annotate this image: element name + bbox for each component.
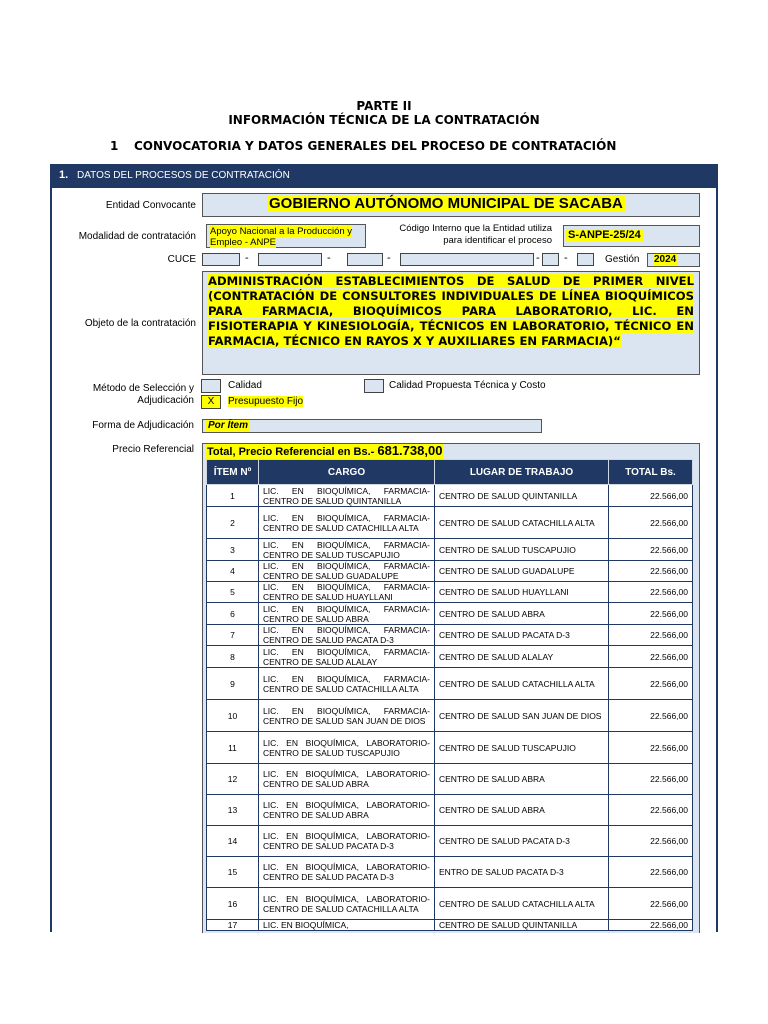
- cell-item: 5: [207, 582, 259, 603]
- cell-item: 16: [207, 888, 259, 920]
- modalidad-label: Modalidad de contratación: [78, 231, 196, 242]
- doc-title: INFORMACIÓN TÉCNICA DE LA CONTRATACIÓN: [228, 113, 540, 127]
- cell-cargo: LIC. EN BIOQUÍMICA, FARMACIA-CENTRO DE SALUD GUADALUPE: [259, 561, 435, 582]
- cell-lugar: CENTRO DE SALUD TUSCAPUJIO: [435, 539, 609, 561]
- cell-cargo: LIC. EN BIOQUÍMICA, FARMACIA-CENTRO DE SALUD PACATA D-3: [259, 625, 435, 646]
- cell-cargo: LIC. EN BIOQUÍMICA, FARMACIA-CENTRO DE SALUD HUAYLLANI: [259, 582, 435, 603]
- table-row: [207, 603, 693, 625]
- cell-lugar: CENTRO DE SALUD PACATA D-3: [435, 826, 609, 857]
- items-table: [206, 459, 693, 931]
- calidad-label: Calidad: [228, 380, 262, 391]
- cell-cargo: LIC. EN BIOQUÍMICA, LABORATORIO-CENTRO DE SALUD ABRA: [259, 795, 435, 826]
- cell-lugar: CENTRO DE SALUD ABRA: [435, 603, 609, 625]
- cell-lugar: CENTRO DE SALUD CATACHILLA ALTA: [435, 507, 609, 539]
- cell-lugar: CENTRO DE SALUD HUAYLLANI: [435, 582, 609, 603]
- presupuesto-checkbox[interactable]: X: [201, 395, 221, 409]
- objeto-field[interactable]: [202, 271, 700, 375]
- section-title: CONVOCATORIA Y DATOS GENERALES DEL PROCESO DE CONTRATACIÓN: [134, 139, 617, 153]
- cuce-dash: -: [564, 252, 568, 264]
- cell-cargo: LIC. EN BIOQUÍMICA, LABORATORIO-CENTRO DE SALUD CATACHILLA ALTA: [259, 888, 435, 920]
- table-row: [207, 888, 693, 920]
- cell-item: 12: [207, 764, 259, 795]
- objeto-value: ADMINISTRACIÓN ESTABLECIMIENTOS DE SALUD DE PRIMER NIVEL (CONTRATACIÓN DE CONSULTORES INDIVIDUALES DE LÍNEA BIOQUÍMICOS PARA FARMACIA, BIOQUÍMICOS PARA LABORATORIO, LIC. EN FISIOTERAPIA Y KINESIOLOGÍA, TÉCNICOS EN LABORATORIO, TÉCNICO EN FARMACIA, TÉCNICO EN RAYOS X Y AUXILIARES EN FARMACIA)“: [208, 274, 694, 348]
- cuce-part-2[interactable]: [258, 253, 322, 266]
- table-row: [207, 732, 693, 764]
- cell-lugar: CENTRO DE SALUD GUADALUPE: [435, 561, 609, 582]
- cell-total: 22.566,00: [609, 857, 693, 888]
- cell-total: 22.566,00: [609, 700, 693, 732]
- cell-item: 2: [207, 507, 259, 539]
- cell-cargo: LIC. EN BIOQUÍMICA, LABORATORIO-CENTRO DE SALUD PACATA D-3: [259, 857, 435, 888]
- cuce-part-3[interactable]: [347, 253, 383, 266]
- cell-lugar: CENTRO DE SALUD QUINTANILLA: [435, 920, 609, 931]
- table-row: [207, 795, 693, 826]
- cell-item: 6: [207, 603, 259, 625]
- calidad-checkbox[interactable]: [201, 379, 221, 393]
- gestion-field[interactable]: [647, 253, 700, 267]
- cell-item: 14: [207, 826, 259, 857]
- table-row: [207, 700, 693, 732]
- cuce-dash: -: [327, 252, 331, 264]
- cell-lugar: CENTRO DE SALUD ABRA: [435, 764, 609, 795]
- cell-item: 15: [207, 857, 259, 888]
- metodo-label: Método de Selección y Adjudicación: [92, 383, 194, 406]
- forma-field[interactable]: [202, 419, 542, 433]
- gestion-label: Gestión: [605, 254, 640, 265]
- table-row: [207, 857, 693, 888]
- table-row: [207, 507, 693, 539]
- section-bar: [50, 164, 718, 188]
- codigo-label: Código Interno que la Entidad utiliza para identificar el proceso: [399, 223, 552, 246]
- forma-value: Por Ítem: [208, 420, 249, 431]
- precio-label: Precio Referencial: [112, 444, 194, 455]
- cell-total: 22.566,00: [609, 561, 693, 582]
- cell-lugar: CENTRO DE SALUD SAN JUAN DE DIOS: [435, 700, 609, 732]
- cell-item: 1: [207, 485, 259, 507]
- part-title: PARTE II: [356, 99, 412, 113]
- calidad-costo-label: Calidad Propuesta Técnica y Costo: [389, 380, 546, 391]
- bar-number: 1.: [59, 169, 69, 181]
- cell-item: 17: [207, 920, 259, 931]
- table-row: [207, 646, 693, 668]
- presupuesto-label: Presupuesto Fijo: [228, 396, 304, 407]
- codigo-field[interactable]: [563, 225, 700, 247]
- header-item: ÍTEM Nº: [207, 460, 259, 485]
- cell-cargo: LIC. EN BIOQUÍMICA, FARMACIA-CENTRO DE SALUD ALALAY: [259, 646, 435, 668]
- cell-cargo: LIC. EN BIOQUÍMICA, LABORATORIO-CENTRO DE SALUD PACATA D-3: [259, 826, 435, 857]
- cell-cargo: LIC. EN BIOQUÍMICA,: [259, 920, 435, 931]
- cell-cargo: LIC. EN BIOQUÍMICA, LABORATORIO-CENTRO DE SALUD ABRA: [259, 764, 435, 795]
- cell-item: 3: [207, 539, 259, 561]
- cell-item: 8: [207, 646, 259, 668]
- gestion-value: 2024: [654, 254, 677, 265]
- header-lugar: LUGAR DE TRABAJO: [435, 460, 609, 485]
- cell-total: 22.566,00: [609, 764, 693, 795]
- cell-total: 22.566,00: [609, 888, 693, 920]
- table-row: [207, 485, 693, 507]
- cell-lugar: CENTRO DE SALUD TUSCAPUJIO: [435, 732, 609, 764]
- entidad-value: GOBIERNO AUTÓNOMO MUNICIPAL DE SACABA: [269, 195, 623, 212]
- entidad-label: Entidad Convocante: [105, 200, 196, 211]
- cell-total: 22.566,00: [609, 795, 693, 826]
- cuce-part-1[interactable]: [202, 253, 240, 266]
- cell-item: 13: [207, 795, 259, 826]
- table-row: [207, 582, 693, 603]
- cuce-label: CUCE: [167, 254, 196, 265]
- modalidad-field[interactable]: [206, 224, 366, 248]
- modalidad-value: Apoyo Nacional a la Producción y Empleo - ANPE: [210, 226, 353, 248]
- cuce-part-6[interactable]: [577, 253, 594, 266]
- cell-total: 22.566,00: [609, 582, 693, 603]
- cell-total: 22.566,00: [609, 485, 693, 507]
- cuce-dash: -: [387, 252, 391, 264]
- cell-total: 22.566,00: [609, 603, 693, 625]
- precio-total-value: 681.738,00: [377, 443, 443, 458]
- table-row: [207, 764, 693, 795]
- table-row: [207, 539, 693, 561]
- cell-total: 22.566,00: [609, 668, 693, 700]
- calidad-costo-checkbox[interactable]: [364, 379, 384, 393]
- cell-cargo: LIC. EN BIOQUÍMICA, FARMACIA-CENTRO DE SALUD SAN JUAN DE DIOS: [259, 700, 435, 732]
- cuce-part-5[interactable]: [542, 253, 559, 266]
- section-number: 1: [110, 139, 119, 153]
- table-row: [207, 668, 693, 700]
- cell-cargo: LIC. EN BIOQUÍMICA, FARMACIA-CENTRO DE SALUD CATACHILLA ALTA: [259, 668, 435, 700]
- cell-lugar: CENTRO DE SALUD CATACHILLA ALTA: [435, 888, 609, 920]
- cuce-dash: -: [245, 252, 249, 264]
- cell-lugar: CENTRO DE SALUD QUINTANILLA: [435, 485, 609, 507]
- cell-total: 22.566,00: [609, 625, 693, 646]
- table-row: [207, 826, 693, 857]
- cell-total: 22.566,00: [609, 507, 693, 539]
- cell-lugar: CENTRO DE SALUD ABRA: [435, 795, 609, 826]
- header-total: TOTAL Bs.: [609, 460, 693, 485]
- cell-item: 7: [207, 625, 259, 646]
- table-header-row: [207, 460, 693, 485]
- cuce-part-4[interactable]: [400, 253, 534, 266]
- precio-total-label: Total, Precio Referencial en Bs.-: [207, 446, 375, 458]
- objeto-label: Objeto de la contratación: [84, 318, 196, 329]
- cell-cargo: LIC. EN BIOQUÍMICA, LABORATORIO-CENTRO DE SALUD TUSCAPUJIO: [259, 732, 435, 764]
- table-row: [207, 561, 693, 582]
- cell-total: 22.566,00: [609, 539, 693, 561]
- bar-title: DATOS DEL PROCESOS DE CONTRATACIÓN: [77, 170, 290, 181]
- header-cargo: CARGO: [259, 460, 435, 485]
- precio-total: [206, 444, 443, 459]
- table-row: [207, 625, 693, 646]
- cell-lugar: CENTRO DE SALUD CATACHILLA ALTA: [435, 668, 609, 700]
- cell-total: 22.566,00: [609, 646, 693, 668]
- codigo-value: S-ANPE-25/24: [568, 229, 641, 241]
- cell-cargo: LIC. EN BIOQUÍMICA, FARMACIA-CENTRO DE SALUD CATACHILLA ALTA: [259, 507, 435, 539]
- cell-cargo: LIC. EN BIOQUÍMICA, FARMACIA-CENTRO DE SALUD ABRA: [259, 603, 435, 625]
- entidad-field[interactable]: [202, 193, 700, 217]
- cell-item: 9: [207, 668, 259, 700]
- forma-label: Forma de Adjudicación: [92, 420, 194, 431]
- cuce-dash: -: [536, 252, 540, 264]
- cell-lugar: ENTRO DE SALUD PACATA D-3: [435, 857, 609, 888]
- cell-lugar: CENTRO DE SALUD PACATA D-3: [435, 625, 609, 646]
- cell-item: 10: [207, 700, 259, 732]
- cell-cargo: LIC. EN BIOQUÍMICA, FARMACIA-CENTRO DE SALUD QUINTANILLA: [259, 485, 435, 507]
- cell-item: 4: [207, 561, 259, 582]
- cell-item: 11: [207, 732, 259, 764]
- cell-cargo: LIC. EN BIOQUÍMICA, FARMACIA-CENTRO DE SALUD TUSCAPUJIO: [259, 539, 435, 561]
- cell-total: 22.566,00: [609, 732, 693, 764]
- cell-total: 22.566,00: [609, 920, 693, 931]
- table-row: [207, 920, 693, 931]
- cell-lugar: CENTRO DE SALUD ALALAY: [435, 646, 609, 668]
- cell-total: 22.566,00: [609, 826, 693, 857]
